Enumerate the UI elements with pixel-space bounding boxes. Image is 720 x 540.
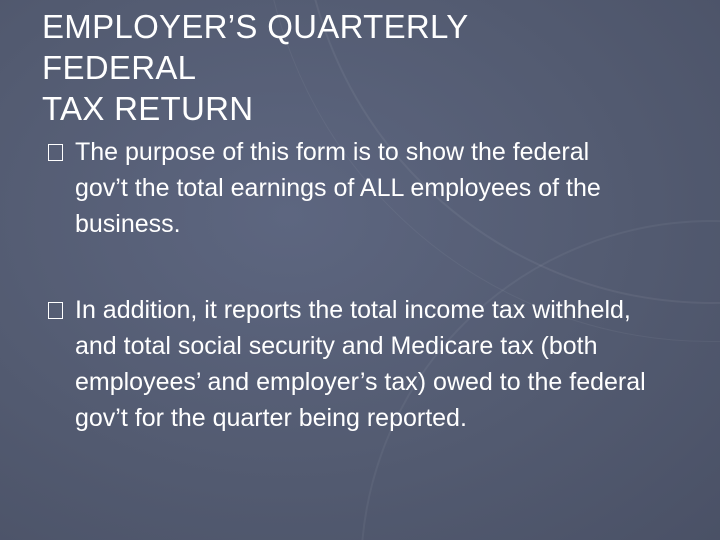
bullet-item — [48, 292, 648, 436]
title-line: EMPLOYER’S QUARTERLY — [42, 8, 469, 45]
square-bullet-icon — [48, 144, 63, 161]
bullet-text: In addition, it reports the total income tax withheld, and total social security and Medicare tax (both employees’ and employer’s tax) owed to the federal gov’t for the quarter being reported. — [75, 296, 646, 432]
square-bullet-icon — [48, 302, 63, 319]
title-line: FEDERAL — [42, 49, 197, 86]
title-line: TAX RETURN — [42, 90, 254, 127]
bullet-text: The purpose of this form is to show the federal gov’t the total earnings of ALL employees of the business. — [75, 138, 601, 238]
bullet-item — [48, 134, 648, 242]
